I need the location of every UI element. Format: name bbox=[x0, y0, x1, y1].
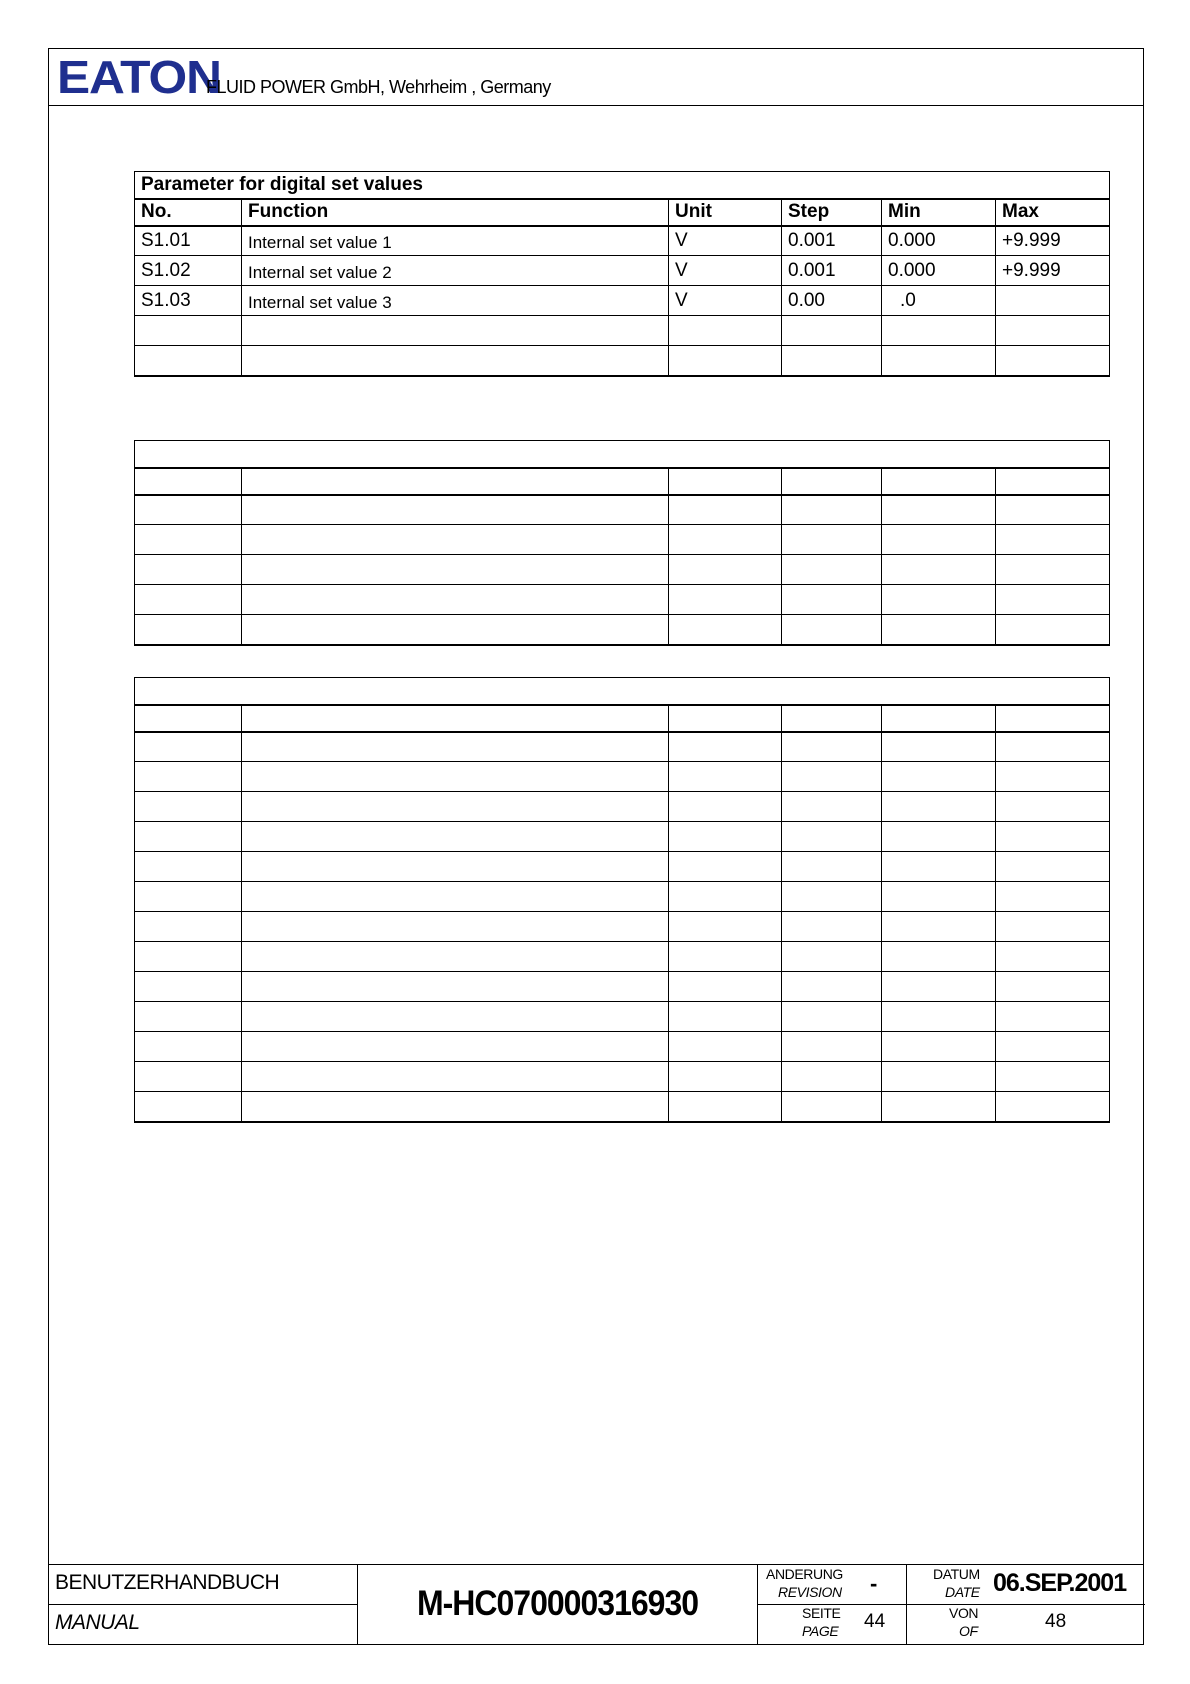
table-cell bbox=[782, 762, 882, 792]
footer-date-cell bbox=[907, 1565, 1145, 1644]
table-cell bbox=[782, 615, 882, 645]
table-cell bbox=[782, 585, 882, 615]
table-cell bbox=[242, 525, 669, 555]
table-cell bbox=[882, 942, 996, 972]
table-cell bbox=[782, 732, 882, 762]
cell-step: 0.001 bbox=[782, 256, 882, 286]
table-cell bbox=[242, 705, 669, 732]
table-cell bbox=[996, 1092, 1110, 1122]
table-cell bbox=[135, 585, 242, 615]
table-row bbox=[135, 705, 1110, 732]
col-header-no: No. bbox=[135, 199, 242, 226]
cell-function: Internal set value 3 bbox=[242, 286, 669, 316]
cell-no: S1.01 bbox=[135, 226, 242, 256]
table-cell bbox=[669, 762, 782, 792]
table-cell bbox=[242, 852, 669, 882]
table-cell bbox=[135, 468, 242, 495]
table-cell bbox=[242, 912, 669, 942]
table-cell bbox=[135, 852, 242, 882]
table-cell bbox=[669, 1032, 782, 1062]
cell-no: S1.02 bbox=[135, 256, 242, 286]
table-row bbox=[135, 1032, 1110, 1062]
table-row bbox=[135, 468, 1110, 495]
table-cell bbox=[996, 972, 1110, 1002]
table-cell bbox=[782, 972, 882, 1002]
table-cell bbox=[242, 495, 669, 525]
table-cell bbox=[996, 1002, 1110, 1032]
table-cell bbox=[135, 1062, 242, 1092]
page-label-de: SEITE bbox=[802, 1605, 841, 1621]
table-cell bbox=[996, 1032, 1110, 1062]
table-cell bbox=[135, 1092, 242, 1122]
table-cell bbox=[242, 732, 669, 762]
cell-no bbox=[135, 346, 242, 376]
manual-label-de: BENUTZERHANDBUCH bbox=[55, 1571, 280, 1594]
parameter-table-digital-set-values bbox=[134, 171, 1110, 377]
col-header-function: Function bbox=[242, 199, 669, 226]
table-cell bbox=[669, 732, 782, 762]
of-value: 48 bbox=[1045, 1611, 1067, 1632]
table-cell bbox=[782, 912, 882, 942]
table-cell bbox=[882, 585, 996, 615]
table-cell bbox=[996, 912, 1110, 942]
table-cell bbox=[242, 468, 669, 495]
table-cell bbox=[996, 555, 1110, 585]
table-cell bbox=[135, 495, 242, 525]
cell-max bbox=[996, 286, 1110, 316]
table-cell bbox=[135, 942, 242, 972]
cell-step bbox=[782, 346, 882, 376]
empty-parameter-table-2 bbox=[134, 440, 1110, 646]
date-value: 06.SEP.2001 bbox=[993, 1569, 1127, 1597]
table-row bbox=[135, 525, 1110, 555]
table-cell bbox=[669, 972, 782, 1002]
table-cell bbox=[242, 615, 669, 645]
cell-step bbox=[782, 316, 882, 346]
cell-unit: V bbox=[669, 256, 782, 286]
table-cell bbox=[882, 912, 996, 942]
table-cell bbox=[782, 525, 882, 555]
table-cell bbox=[782, 705, 882, 732]
table-cell bbox=[782, 822, 882, 852]
table-row bbox=[135, 555, 1110, 585]
table-cell bbox=[882, 495, 996, 525]
page-label-en: PAGE bbox=[802, 1623, 839, 1639]
table-cell bbox=[882, 822, 996, 852]
table-cell bbox=[135, 1002, 242, 1032]
of-label-de: VON bbox=[949, 1605, 979, 1621]
table-cell bbox=[882, 852, 996, 882]
table-row bbox=[135, 1092, 1110, 1122]
table-row bbox=[135, 495, 1110, 525]
table-cell bbox=[669, 942, 782, 972]
cell-function: Internal set value 2 bbox=[242, 256, 669, 286]
table-cell bbox=[882, 1002, 996, 1032]
table-title bbox=[135, 441, 1110, 468]
table-cell bbox=[242, 972, 669, 1002]
table-cell bbox=[135, 792, 242, 822]
table-cell bbox=[996, 792, 1110, 822]
table-cell bbox=[135, 912, 242, 942]
revision-value: - bbox=[870, 1571, 878, 1596]
table-cell bbox=[782, 468, 882, 495]
table-row bbox=[135, 852, 1110, 882]
manual-label-en: MANUAL bbox=[55, 1611, 140, 1634]
logo-text: EATON bbox=[57, 51, 221, 103]
page-footer bbox=[49, 1564, 1143, 1644]
table-cell bbox=[135, 705, 242, 732]
table-cell bbox=[882, 705, 996, 732]
table-cell bbox=[135, 822, 242, 852]
table-cell bbox=[669, 468, 782, 495]
table-cell bbox=[882, 1062, 996, 1092]
table-row bbox=[135, 316, 1110, 346]
footer-manual-cell bbox=[49, 1565, 358, 1644]
table-cell bbox=[782, 555, 882, 585]
page-value: 44 bbox=[864, 1611, 886, 1632]
table-cell bbox=[669, 705, 782, 732]
cell-function bbox=[242, 346, 669, 376]
table-cell bbox=[242, 762, 669, 792]
cell-max: +9.999 bbox=[996, 256, 1110, 286]
table-cell bbox=[242, 555, 669, 585]
table-cell bbox=[996, 1062, 1110, 1092]
cell-function bbox=[242, 316, 669, 346]
table-cell bbox=[782, 792, 882, 822]
table-row bbox=[135, 882, 1110, 912]
table-row bbox=[135, 615, 1110, 645]
table-cell bbox=[996, 942, 1110, 972]
cell-step: 0.001 bbox=[782, 226, 882, 256]
cell-unit bbox=[669, 316, 782, 346]
col-header-max: Max bbox=[996, 199, 1110, 226]
table-cell bbox=[996, 732, 1110, 762]
table-cell bbox=[782, 1032, 882, 1062]
cell-min: 0.000 bbox=[882, 256, 996, 286]
table-cell bbox=[996, 525, 1110, 555]
table-row bbox=[135, 762, 1110, 792]
table-cell bbox=[135, 525, 242, 555]
table-cell bbox=[242, 1032, 669, 1062]
col-header-min: Min bbox=[882, 199, 996, 226]
table-cell bbox=[242, 1002, 669, 1032]
cell-min: 0.000 bbox=[882, 226, 996, 256]
table-cell bbox=[996, 762, 1110, 792]
cell-min bbox=[882, 316, 996, 346]
cell-unit: V bbox=[669, 226, 782, 256]
table-cell bbox=[669, 495, 782, 525]
table-cell bbox=[669, 882, 782, 912]
col-header-step: Step bbox=[782, 199, 882, 226]
table-cell bbox=[782, 1092, 882, 1122]
footer-revision-cell bbox=[758, 1565, 907, 1644]
table-row bbox=[135, 792, 1110, 822]
table-title: Parameter for digital set values bbox=[135, 172, 1110, 199]
table-row bbox=[135, 256, 1110, 286]
table-cell bbox=[782, 1002, 882, 1032]
table-cell bbox=[669, 912, 782, 942]
table-cell bbox=[135, 1032, 242, 1062]
table-cell bbox=[669, 822, 782, 852]
revision-label-de: ANDERUNG bbox=[766, 1566, 843, 1582]
table-cell bbox=[882, 732, 996, 762]
table-row bbox=[135, 1002, 1110, 1032]
table-cell bbox=[242, 1092, 669, 1122]
of-label-en: OF bbox=[959, 1623, 978, 1639]
date-label-en: DATE bbox=[945, 1584, 980, 1600]
table-cell bbox=[669, 555, 782, 585]
table-row bbox=[135, 822, 1110, 852]
table-cell bbox=[996, 615, 1110, 645]
cell-no: S1.03 bbox=[135, 286, 242, 316]
footer-docnumber-cell bbox=[358, 1565, 758, 1644]
table-cell bbox=[669, 1002, 782, 1032]
table-cell bbox=[882, 792, 996, 822]
eaton-logo bbox=[57, 51, 221, 103]
table-cell bbox=[882, 525, 996, 555]
table-cell bbox=[882, 762, 996, 792]
table-row bbox=[135, 732, 1110, 762]
document-number: M-HC070000316930 bbox=[416, 1583, 699, 1623]
table-cell bbox=[882, 882, 996, 912]
table-cell bbox=[669, 525, 782, 555]
table-cell bbox=[242, 942, 669, 972]
table-cell bbox=[669, 585, 782, 615]
table-cell bbox=[996, 852, 1110, 882]
empty-parameter-table-3 bbox=[134, 677, 1110, 1123]
table-cell bbox=[882, 555, 996, 585]
table-cell bbox=[996, 468, 1110, 495]
table-row bbox=[135, 585, 1110, 615]
cell-unit bbox=[669, 346, 782, 376]
table-cell bbox=[669, 1092, 782, 1122]
table-row bbox=[135, 346, 1110, 376]
col-header-unit: Unit bbox=[669, 199, 782, 226]
table-row bbox=[135, 1062, 1110, 1092]
date-label-de: DATUM bbox=[933, 1566, 980, 1582]
table-cell bbox=[996, 495, 1110, 525]
table-cell bbox=[242, 882, 669, 912]
table-cell bbox=[882, 1092, 996, 1122]
table-cell bbox=[242, 792, 669, 822]
cell-max: +9.999 bbox=[996, 226, 1110, 256]
table-cell bbox=[135, 555, 242, 585]
table-cell bbox=[135, 762, 242, 792]
table-cell bbox=[135, 615, 242, 645]
table-row bbox=[135, 942, 1110, 972]
table-row bbox=[135, 972, 1110, 1002]
cell-unit: V bbox=[669, 286, 782, 316]
table-cell bbox=[669, 615, 782, 645]
table-cell bbox=[782, 852, 882, 882]
cell-no bbox=[135, 316, 242, 346]
table-cell bbox=[996, 822, 1110, 852]
table-cell bbox=[242, 1062, 669, 1092]
table-cell bbox=[782, 882, 882, 912]
cell-step: 0.00 bbox=[782, 286, 882, 316]
table-cell bbox=[996, 585, 1110, 615]
table-cell bbox=[669, 1062, 782, 1092]
table-cell bbox=[882, 615, 996, 645]
table-cell bbox=[135, 732, 242, 762]
page-header bbox=[49, 49, 1143, 106]
table-title bbox=[135, 678, 1110, 705]
revision-label-en: REVISION bbox=[778, 1584, 842, 1600]
cell-min bbox=[882, 346, 996, 376]
table-cell bbox=[135, 882, 242, 912]
table-cell bbox=[882, 1032, 996, 1062]
table-row bbox=[135, 226, 1110, 256]
table-cell bbox=[242, 822, 669, 852]
company-name: FLUID POWER GmbH, Wehrheim , Germany bbox=[206, 77, 551, 97]
table-cell bbox=[782, 1062, 882, 1092]
table-row bbox=[135, 912, 1110, 942]
table-cell bbox=[882, 468, 996, 495]
cell-min: .0 bbox=[882, 286, 996, 316]
table-row bbox=[135, 286, 1110, 316]
table-cell bbox=[996, 705, 1110, 732]
cell-max bbox=[996, 316, 1110, 346]
table-cell bbox=[782, 495, 882, 525]
cell-function: Internal set value 1 bbox=[242, 226, 669, 256]
cell-max bbox=[996, 346, 1110, 376]
table-cell bbox=[135, 972, 242, 1002]
table-cell bbox=[669, 852, 782, 882]
table-cell bbox=[782, 942, 882, 972]
table-cell bbox=[242, 585, 669, 615]
table-cell bbox=[669, 792, 782, 822]
table-cell bbox=[996, 882, 1110, 912]
table-cell bbox=[882, 972, 996, 1002]
